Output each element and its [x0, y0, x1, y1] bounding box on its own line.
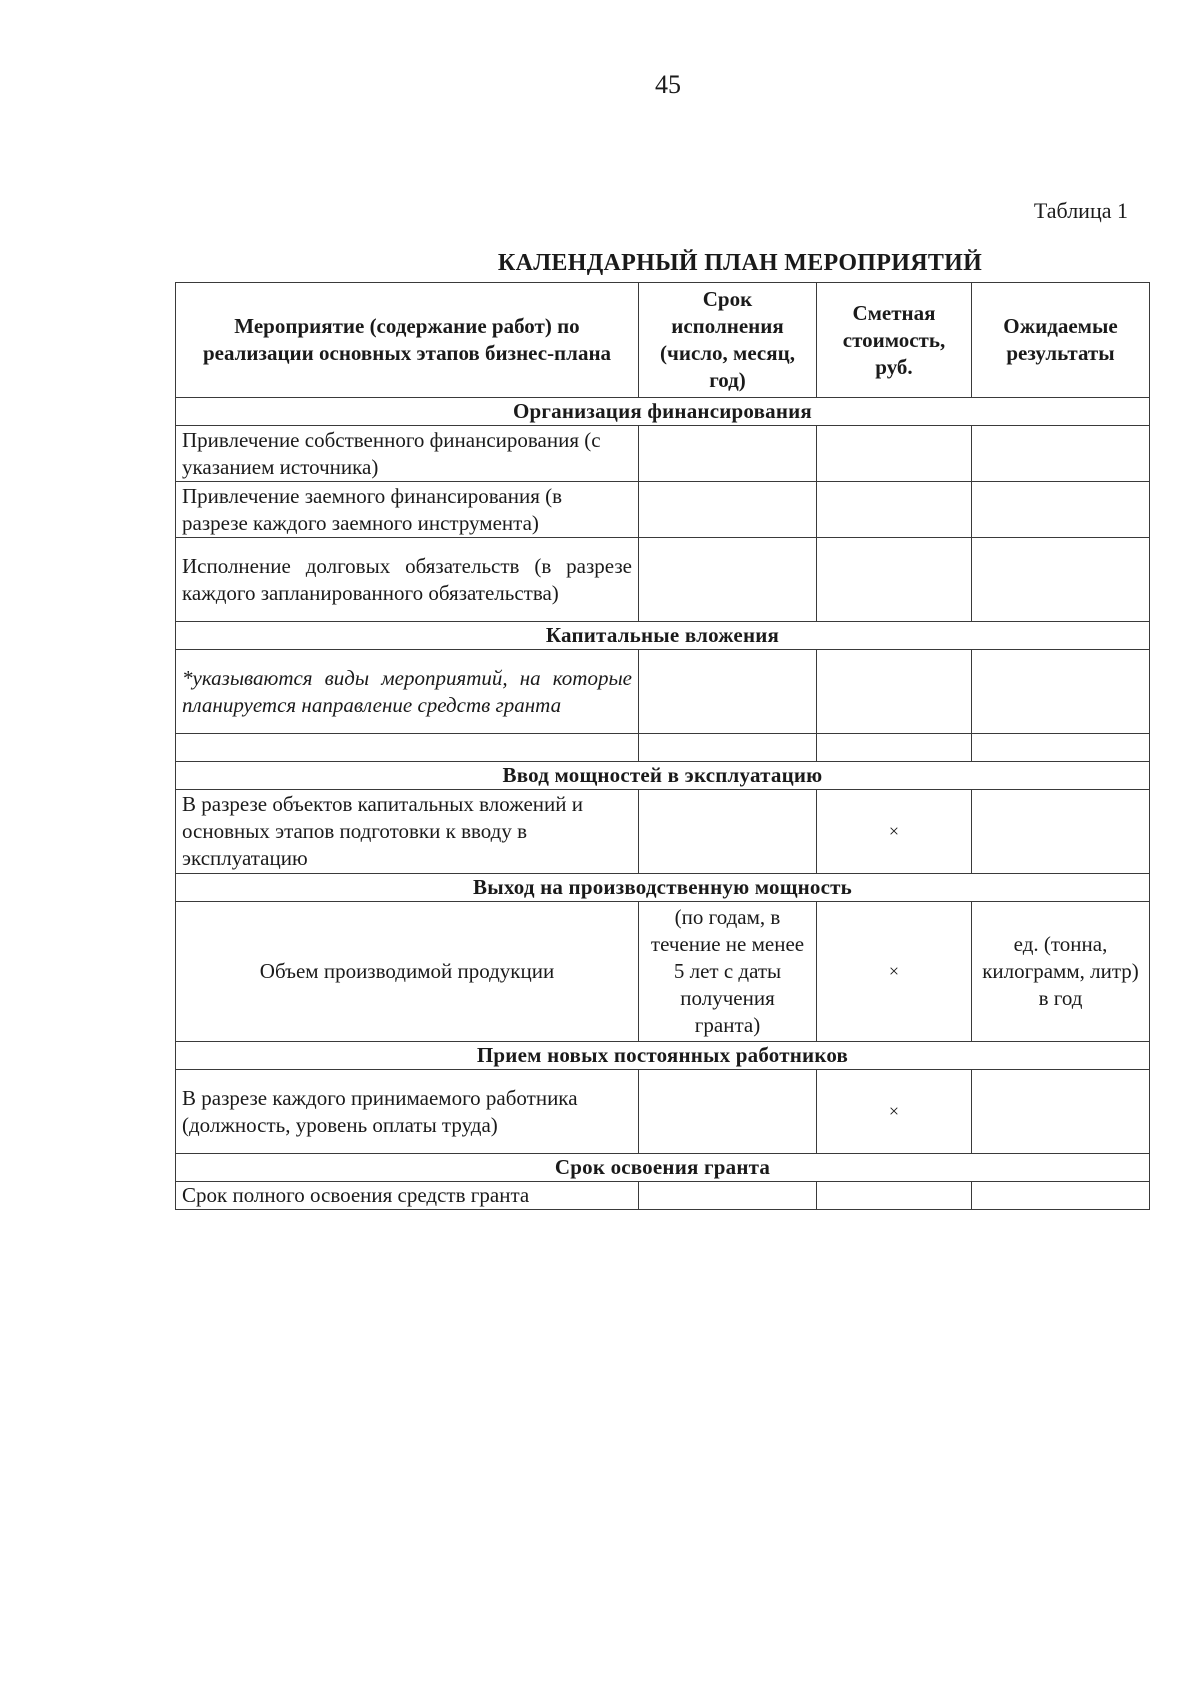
- section-capital-title: Капитальные вложения: [176, 622, 1150, 650]
- page-number: 45: [655, 70, 681, 99]
- activity-cell: [176, 734, 639, 762]
- calendar-plan-table: [175, 282, 1150, 1210]
- activity-cell: Объем производимой продукции: [176, 902, 639, 1042]
- table-row: [176, 1182, 1150, 1210]
- table-row: [176, 902, 1150, 1042]
- cost-mark: ×: [817, 902, 972, 1042]
- results-cell: [972, 538, 1150, 622]
- header-cost: Сметная стоимость, руб.: [817, 283, 972, 398]
- section-row: [176, 874, 1150, 902]
- activity-cell: В разрезе объектов капитальных вложений и основных этапов подготовки к вводу в эксплуатацию: [176, 790, 639, 874]
- results-cell: [972, 1070, 1150, 1154]
- deadline-cell: (по годам, в течение не менее 5 лет с даты получения гранта): [639, 902, 817, 1042]
- header-deadline: Срок исполнения (число, месяц, год): [639, 283, 817, 398]
- activity-cell: В разрезе каждого принимаемого работника (должность, уровень оплаты труда): [176, 1070, 639, 1154]
- results-cell: [972, 1182, 1150, 1210]
- table-row: [176, 482, 1150, 538]
- section-workers-title: Прием новых постоянных работников: [176, 1042, 1150, 1070]
- cost-cell: [817, 538, 972, 622]
- deadline-cell: [639, 426, 817, 482]
- deadline-cell: [639, 482, 817, 538]
- section-grant-term-title: Срок освоения гранта: [176, 1154, 1150, 1182]
- results-cell: [972, 790, 1150, 874]
- section-financing-title: Организация финансирования: [176, 398, 1150, 426]
- results-cell: [972, 482, 1150, 538]
- deadline-cell: [639, 1182, 817, 1210]
- table-row: [176, 790, 1150, 874]
- cost-cell: [817, 482, 972, 538]
- deadline-cell: [639, 734, 817, 762]
- table-row: [176, 650, 1150, 734]
- section-commissioning-title: Ввод мощностей в эксплуатацию: [176, 762, 1150, 790]
- cost-mark: ×: [817, 790, 972, 874]
- table-row: [176, 426, 1150, 482]
- activity-cell: Привлечение заемного финансирования (в разрезе каждого заемного инструмента): [176, 482, 639, 538]
- header-row: [176, 283, 1150, 398]
- cost-mark: ×: [817, 1070, 972, 1154]
- table-row: [176, 734, 1150, 762]
- table-row: [176, 1070, 1150, 1154]
- cost-cell: [817, 650, 972, 734]
- section-row: [176, 622, 1150, 650]
- activity-cell: Исполнение долговых обязательств (в разрезе каждого запланированного обязательства): [176, 538, 639, 622]
- deadline-cell: [639, 1070, 817, 1154]
- cost-cell: [817, 734, 972, 762]
- section-capacity-title: Выход на производственную мощность: [176, 874, 1150, 902]
- header-activity: Мероприятие (содержание работ) по реализации основных этапов бизнес-плана: [176, 283, 639, 398]
- activity-cell: *указываются виды мероприятий, на которые планируется направление средств гранта: [176, 650, 639, 734]
- table-row: [176, 538, 1150, 622]
- section-row: [176, 762, 1150, 790]
- deadline-cell: [639, 790, 817, 874]
- header-results: Ожидаемые результаты: [972, 283, 1150, 398]
- results-cell: [972, 426, 1150, 482]
- activity-cell: Срок полного освоения средств гранта: [176, 1182, 639, 1210]
- cost-cell: [817, 1182, 972, 1210]
- deadline-cell: [639, 650, 817, 734]
- table-label: Таблица 1: [1033, 198, 1128, 223]
- results-cell: [972, 734, 1150, 762]
- deadline-cell: [639, 538, 817, 622]
- section-row: [176, 1154, 1150, 1182]
- section-row: [176, 1042, 1150, 1070]
- activity-cell: Привлечение собственного финансирования (с указанием источника): [176, 426, 639, 482]
- cost-cell: [817, 426, 972, 482]
- table-title: КАЛЕНДАРНЫЙ ПЛАН МЕРОПРИЯТИЙ: [497, 250, 983, 276]
- section-row: [176, 398, 1150, 426]
- results-cell: [972, 650, 1150, 734]
- results-cell: ед. (тонна, килограмм, литр) в год: [972, 902, 1150, 1042]
